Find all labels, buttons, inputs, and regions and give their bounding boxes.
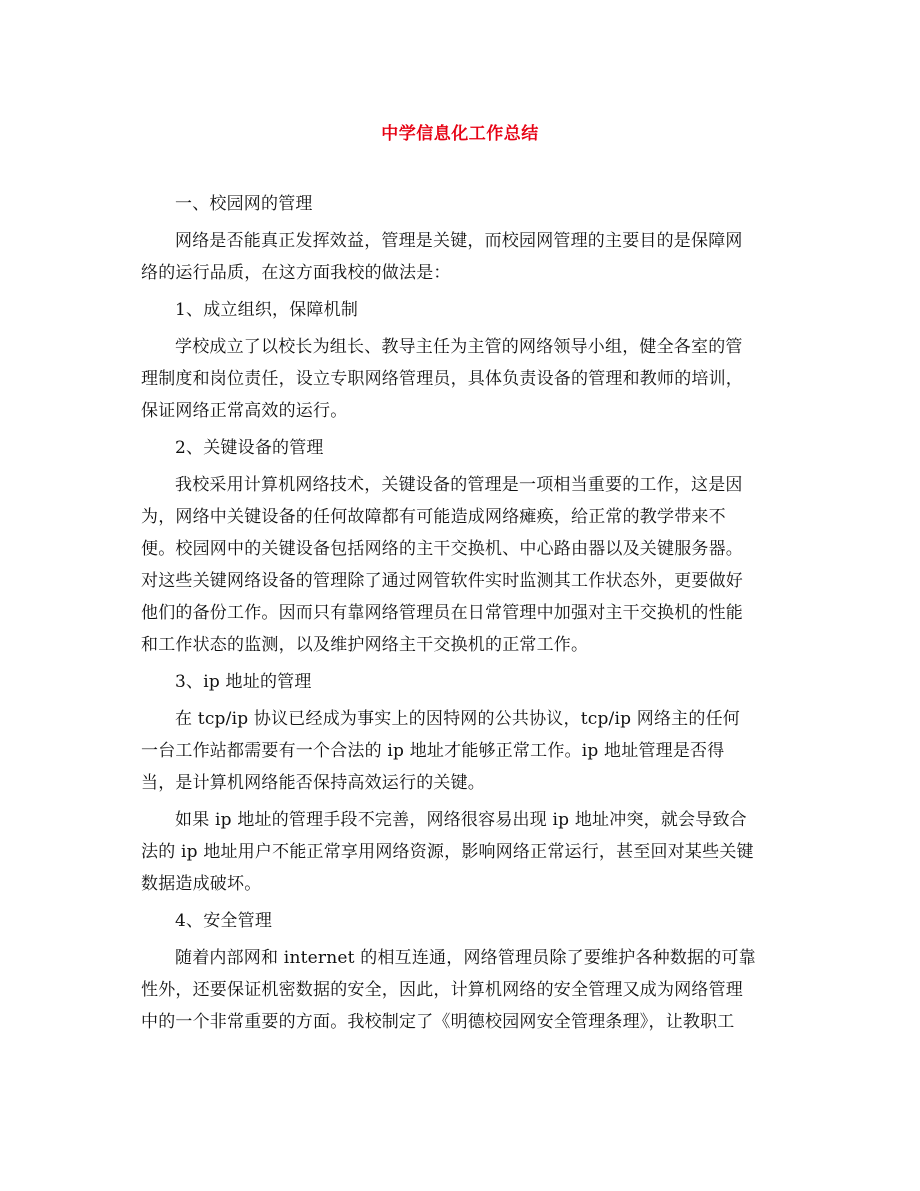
text-line: 他们的备份工作。因而只有靠网络管理员在日常管理中加强对主干交换机的性能	[141, 603, 743, 623]
text-line: 如果 ip 地址的管理手段不完善，网络很容易出现 ip 地址冲突，就会导致合	[175, 810, 747, 830]
text-line: 我校采用计算机网络技术，关键设备的管理是一项相当重要的工作，这是因	[175, 475, 743, 495]
text-line: 4、安全管理	[175, 911, 273, 931]
section-heading	[141, 188, 777, 220]
text-line: 数据造成破坏。	[141, 874, 262, 894]
text-line: 2、关键设备的管理	[175, 438, 324, 458]
document-title: 中学信息化工作总结	[381, 124, 539, 144]
paragraph	[141, 331, 777, 427]
paragraph	[141, 804, 777, 900]
text-line: 当，是计算机网络能否保持高效运行的关键。	[141, 773, 485, 793]
text-line: 理制度和岗位责任，设立专职网络管理员，具体负责设备的管理和教师的培训，	[141, 369, 743, 389]
paragraph	[141, 225, 777, 289]
text-line: 和工作状态的监测，以及维护网络主干交换机的正常工作。	[141, 635, 589, 655]
text-line: 网络是否能真正发挥效益，管理是关键，而校园网管理的主要目的是保障网	[175, 231, 743, 251]
text-line: 对这些关键网络设备的管理除了通过网管软件实时监测其工作状态外，更要做好	[141, 571, 743, 591]
text-line: 一、校园网的管理	[175, 194, 313, 214]
text-line: 便。校园网中的关键设备包括网络的主干交换机、中心路由器以及关键服务器。	[141, 539, 743, 559]
text-line: 学校成立了以校长为组长、教导主任为主管的网络领导小组，健全各室的管	[175, 337, 743, 357]
text-line: 1、成立组织，保障机制	[175, 300, 359, 320]
text-line: 保证网络正常高效的运行。	[141, 401, 348, 421]
text-line: 络的运行品质，在这方面我校的做法是：	[141, 263, 451, 283]
text-line: 为，网络中关键设备的任何故障都有可能造成网络瘫痪，给正常的教学带来不	[141, 507, 726, 527]
text-line: 性外，还要保证机密数据的安全，因此，计算机网络的安全管理又成为网络管理	[141, 980, 743, 1000]
section-heading	[141, 294, 777, 326]
section-heading	[141, 905, 777, 937]
document-body	[141, 188, 777, 1043]
section-heading	[141, 666, 777, 698]
text-line: 在 tcp/ip 协议已经成为事实上的因特网的公共协议，tcp/ip 网络主的任何	[175, 709, 740, 729]
text-line: 3、ip 地址的管理	[175, 672, 312, 692]
text-line: 中的一个非常重要的方面。我校制定了《明德校园网安全管理条理》，让教职工	[141, 1012, 735, 1032]
text-line: 随着内部网和 internet 的相互连通，网络管理员除了要维护各种数据的可靠	[175, 948, 756, 968]
text-line: 一台工作站都需要有一个合法的 ip 地址才能够正常工作。ip 地址管理是否得	[141, 741, 725, 761]
paragraph	[141, 942, 777, 1038]
section-heading	[141, 432, 777, 464]
paragraph	[141, 469, 777, 661]
paragraph	[141, 703, 777, 799]
text-line: 法的 ip 地址用户不能正常享用网络资源，影响网络正常运行，甚至回对某些关键	[141, 842, 754, 862]
